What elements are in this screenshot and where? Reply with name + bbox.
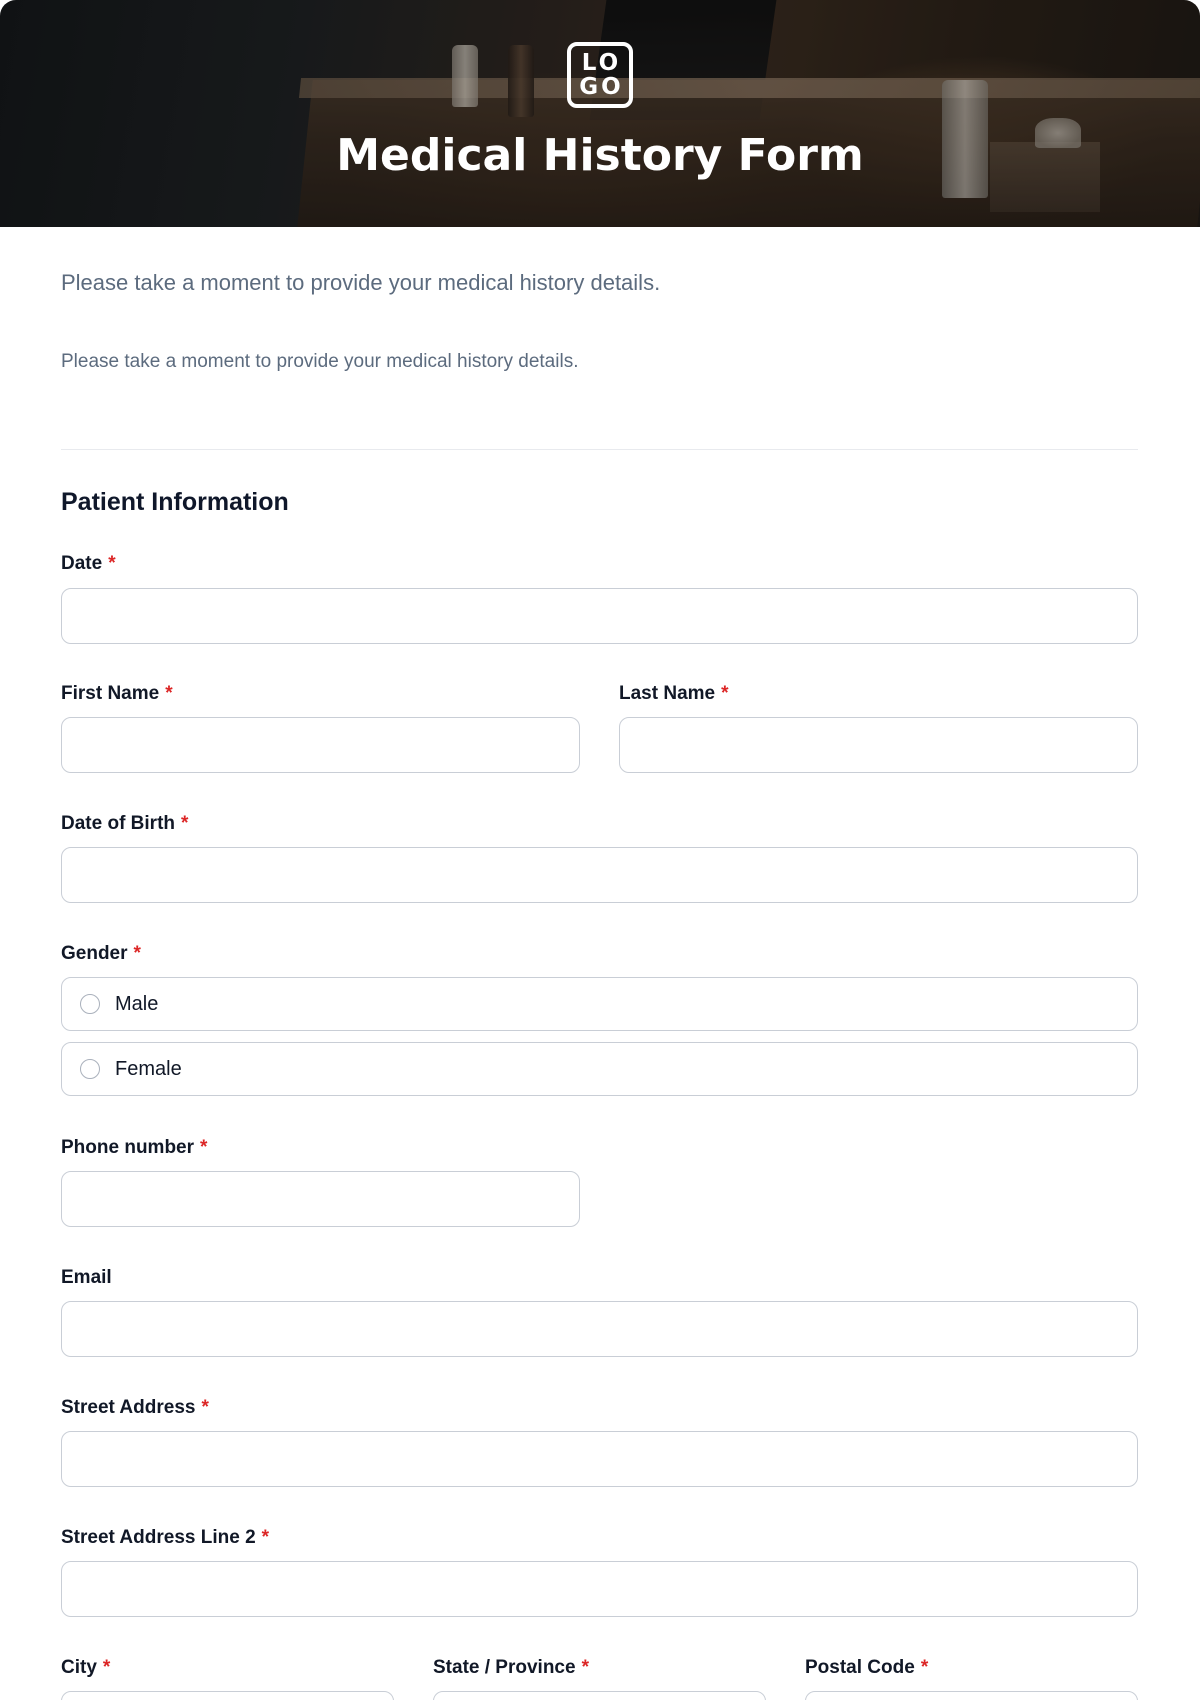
state-label [433, 1657, 589, 1679]
first-name-label-text: First Name [61, 683, 160, 704]
required-marker: * [201, 1397, 209, 1418]
phone-label [61, 1137, 207, 1159]
required-marker: * [102, 1657, 111, 1678]
state-input[interactable] [433, 1691, 766, 1700]
phone-label-text: Phone number [61, 1137, 195, 1158]
phone-input[interactable] [61, 1171, 580, 1227]
required-marker: * [721, 683, 729, 704]
required-marker: * [108, 553, 116, 574]
logo-text-line1: LO [581, 50, 622, 76]
radio-unchecked-icon[interactable] [80, 994, 100, 1014]
street-address-label [61, 1397, 209, 1419]
street-address-label-text: Street Address [61, 1397, 196, 1418]
required-marker: * [200, 1137, 208, 1158]
postal-code-label-text: Postal Code [805, 1657, 915, 1678]
required-marker: * [261, 1527, 270, 1548]
last-name-label [619, 683, 729, 705]
section-title: Patient Information [61, 488, 289, 516]
city-input[interactable] [61, 1691, 394, 1700]
required-marker: * [581, 1657, 589, 1678]
email-label [61, 1267, 112, 1289]
date-label-text: Date [61, 553, 103, 574]
gender-option-label: Male [115, 992, 159, 1015]
gender-option-label: Female [115, 1057, 182, 1080]
section-divider [61, 449, 1138, 450]
postal-code-label [805, 1657, 928, 1679]
header-banner [0, 0, 1200, 227]
postal-code-input[interactable] [805, 1691, 1138, 1700]
street-address-input[interactable] [61, 1431, 1138, 1487]
radio-unchecked-icon[interactable] [80, 1059, 100, 1079]
form-title: Medical History Form [336, 130, 864, 181]
dob-label-text: Date of Birth [61, 813, 175, 834]
email-input[interactable] [61, 1301, 1138, 1357]
last-name-label-text: Last Name [619, 683, 716, 704]
gender-option-female[interactable] [61, 1042, 1138, 1096]
last-name-input[interactable] [619, 717, 1138, 773]
logo-text-line2: GO [579, 74, 624, 100]
date-label [61, 553, 116, 575]
intro-headline: Please take a moment to provide your medical history details. [61, 270, 661, 295]
intro-text: Please take a moment to provide your medical history details. [61, 351, 579, 372]
street-address-2-label [61, 1527, 269, 1549]
gender-label-text: Gender [61, 943, 128, 964]
email-label-text: Email [61, 1267, 112, 1288]
logo [567, 42, 633, 108]
street-address-2-label-text: Street Address Line 2 [61, 1527, 256, 1548]
gender-option-male[interactable] [61, 977, 1138, 1031]
header-shade [0, 0, 1200, 227]
city-label-text: City [61, 1657, 97, 1678]
required-marker: * [165, 683, 173, 704]
required-marker: * [181, 813, 189, 834]
street-address-2-input[interactable] [61, 1561, 1138, 1617]
first-name-label [61, 683, 173, 705]
required-marker: * [920, 1657, 929, 1678]
dob-input[interactable] [61, 847, 1138, 903]
city-label [61, 1657, 110, 1679]
gender-label [61, 943, 141, 965]
state-label-text: State / Province [433, 1657, 576, 1678]
required-marker: * [133, 943, 141, 964]
dob-label [61, 813, 188, 835]
first-name-input[interactable] [61, 717, 580, 773]
date-input[interactable] [61, 588, 1138, 644]
